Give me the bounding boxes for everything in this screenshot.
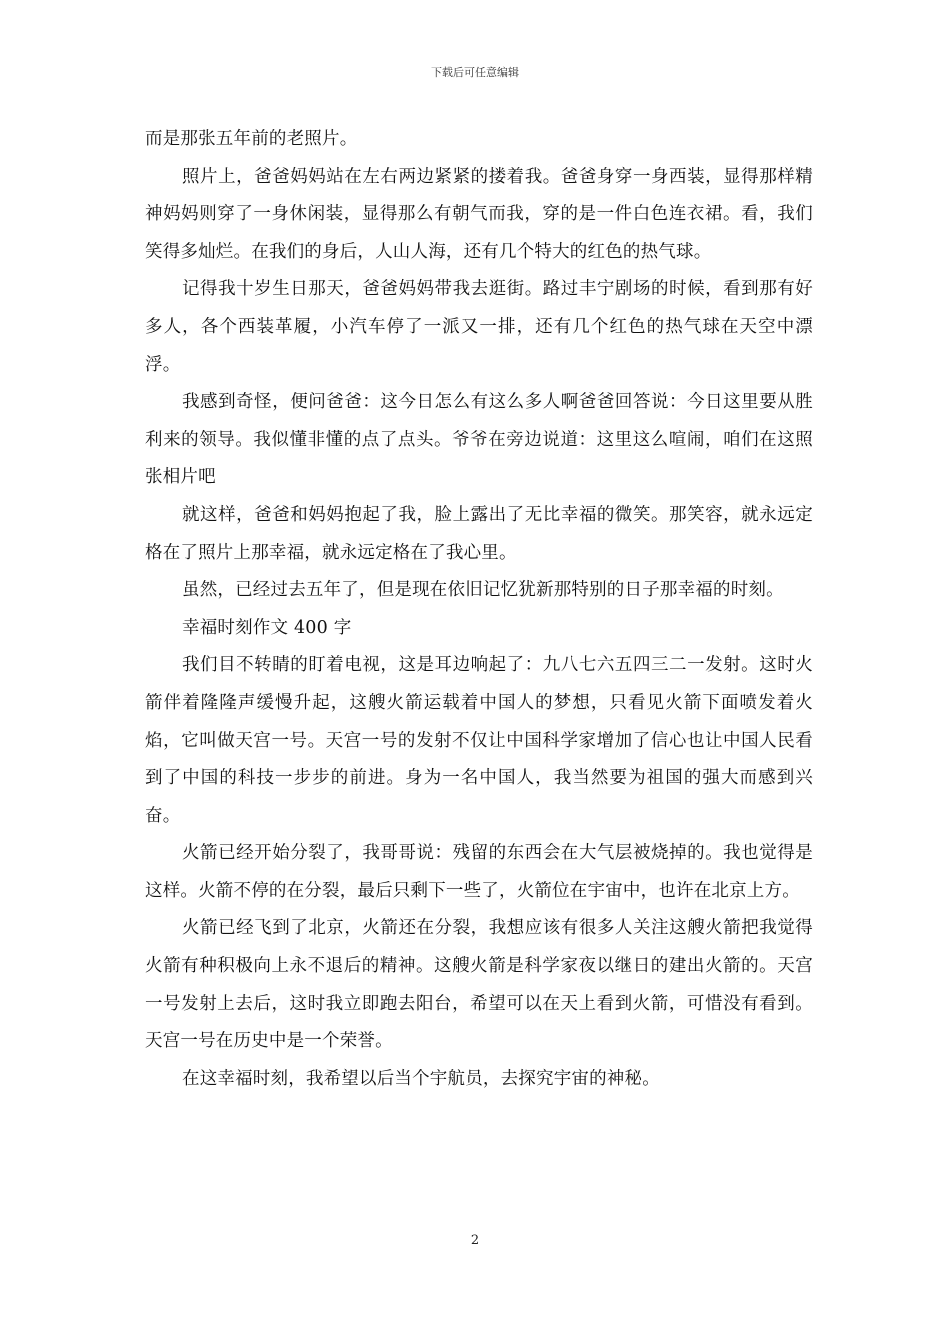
paragraph: 就这样，爸爸和妈妈抱起了我，脸上露出了无比幸福的微笑。那笑容，就永远定格在了照片上那幸福，就永远定格在了我心里。 [145,504,813,563]
paragraph: 我感到奇怪，便问爸爸：这今日怎么有这么多人啊爸爸回答说：今日这里要从胜利来的领导。我似懂非懂的点了点头。爷爷在旁边说道：这里这么喧闹，咱们在这照张相片吧 [145,392,813,488]
paragraph: 虽然，已经过去五年了，但是现在依旧记忆犹新那特别的日子那幸福的时刻。 [182,580,784,601]
paragraph: 照片上，爸爸妈妈站在左右两边紧紧的搂着我。爸爸身穿一身西装，显得那样精神妈妈则穿了一身休闲装，显得那么有朝气而我，穿的是一件白色连衣裙。看，我们笑得多灿烂。在我们的身后，人山人海，还有几个特大的红色的热气球。 [145,166,813,262]
body-text [145,121,813,1098]
paragraph: 而是那张五年前的老照片。 [145,129,358,149]
paragraph: 火箭已经开始分裂了，我哥哥说：残留的东西会在大气层被烧掉的。我也觉得是这样。火箭不停的在分裂，最后只剩下一些了，火箭位在宇宙中，也许在北京上方。 [145,843,813,901]
section-heading: 幸福时刻作文 400 字 [182,617,352,638]
page-header: 下载后可任意编辑 [431,66,519,79]
page-number: 2 [470,1233,480,1248]
paragraph: 火箭已经飞到了北京，火箭还在分裂，我想应该有很多人关注这艘火箭把我觉得火箭有种积极向上永不退后的精神。这艘火箭是科学家夜以继日的建出火箭的。天宫一号发射上去后，这时我立即跑去阳台，希望可以在天上看到火箭，可惜没有看到。天宫一号在历史中是一个荣誉。 [145,918,813,1052]
paragraph: 我们目不转睛的盯着电视，这是耳边响起了：九八七六五四三二一发射。这时火箭伴着隆隆声缓慢升起，这艘火箭运载着中国人的梦想，只看见火箭下面喷发着火焰，它叫做天宫一号。天宫一号的发射不仅让中国科学家增加了信心也让中国人民看到了中国的科技一步步的前进。身为一名中国人，我当然要为祖国的强大而感到兴奋。 [145,655,813,826]
paragraph: 在这幸福时刻，我希望以后当个宇航员，去探究宇宙的神秘。 [182,1068,660,1089]
paragraph: 记得我十岁生日那天，爸爸妈妈带我去逛街。路过丰宁剧场的时候，看到那有好多人，各个西装革履，小汽车停了一派又一排，还有几个红色的热气球在天空中漂浮。 [145,279,813,375]
